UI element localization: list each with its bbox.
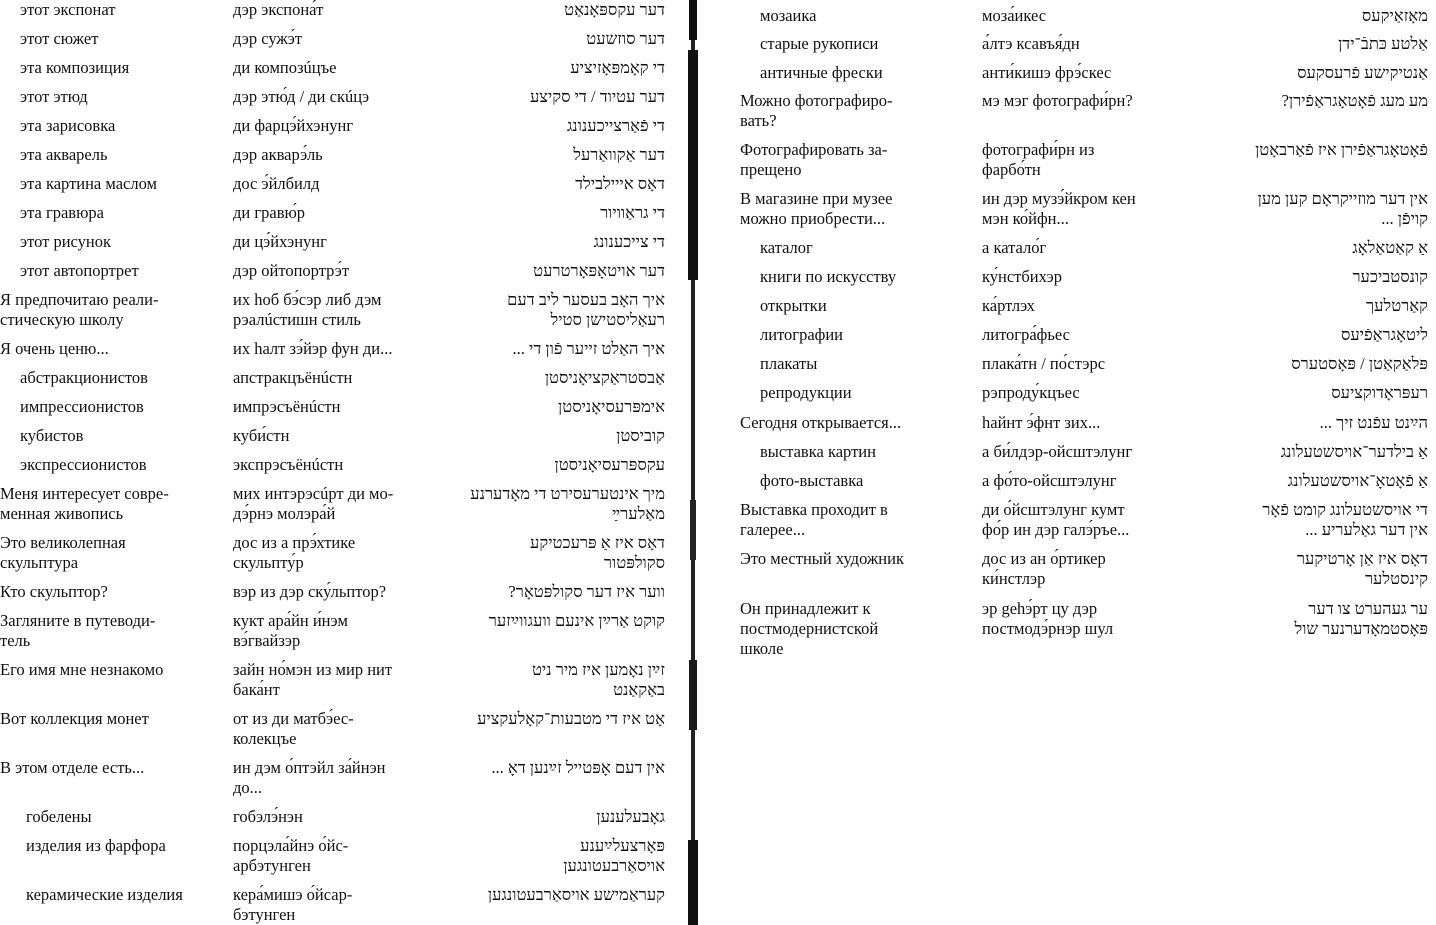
russian-phrase: керамические изделия (26, 885, 183, 904)
cyrillic-transliteration: экспрэсъёнúстн (233, 455, 344, 474)
cyrillic-transliteration: ка́ртлэх (982, 296, 1035, 315)
yiddish-phrase: דער אַקוואַרעל (573, 145, 665, 164)
russian-phrase: каталог (760, 238, 813, 257)
yiddish-phrase: די אויסשטעלונג קומט פֿאָר אין דער גאַלעריע ... (1262, 500, 1428, 539)
russian-phrase: фото-выставка (760, 471, 864, 490)
russian-phrase: экспрессионистов (20, 455, 147, 474)
yiddish-phrase: דאָס אייילבילד (575, 174, 665, 193)
yiddish-phrase: דער עטיוד / די סקיצע (529, 87, 665, 106)
yiddish-phrase: הײַנט עפֿנט זיך ... (1319, 413, 1428, 432)
yiddish-phrase: אָט איז די מטבעות־קאָלעקציע (477, 709, 665, 728)
russian-phrase: В магазине при музее можно приобрести... (740, 189, 893, 228)
yiddish-phrase: די גראַוויור (600, 203, 665, 222)
cyrillic-transliteration: литогра́фьес (982, 325, 1070, 344)
russian-phrase: эта картина маслом (20, 174, 157, 193)
yiddish-phrase: קוקט אַרײַן אינעם וועגווײַזער (488, 611, 665, 630)
cyrillic-transliteration: плака́тн / по́стэрс (982, 354, 1106, 373)
russian-phrase: Это великолепная скульптура (0, 533, 126, 572)
yiddish-phrase: ליטאָגראַפֿיעס (1340, 325, 1428, 344)
russian-phrase: Фотографировать за- прещено (740, 140, 888, 179)
cyrillic-transliteration: анти́кишэ фрэ́скес (982, 63, 1112, 82)
yiddish-phrase: קעראַמישע אויסאַרבעטונגען (487, 885, 665, 904)
russian-phrase: абстракционистов (20, 368, 148, 387)
russian-phrase: Выставка проходит в галерее... (740, 500, 888, 539)
cyrillic-transliteration: моза́икес (982, 6, 1047, 25)
russian-phrase: Меня интересует совре- менная живопись (0, 484, 169, 523)
cyrillic-transliteration: дос из а прэ́хтике скульпту́р (233, 533, 356, 572)
russian-phrase: эта композиция (20, 58, 130, 77)
cyrillic-transliteration: их hалт зэ́йэр фун ди... (233, 339, 393, 358)
cyrillic-transliteration: мэ мэг фотографи́рн? (982, 91, 1133, 110)
russian-phrase: репродукции (760, 383, 852, 402)
cyrillic-transliteration: гобэлэ́нэн (233, 807, 303, 826)
cyrillic-transliteration: дэр этю́д / ди скúцэ (233, 87, 370, 106)
cyrillic-transliteration: дэр экспона́т (233, 0, 324, 19)
russian-phrase: Я очень ценю... (0, 339, 109, 358)
russian-phrase: Кто скульптор? (0, 582, 108, 601)
yiddish-phrase: איך האַלט זייער פֿון די ... (512, 339, 665, 358)
yiddish-phrase: מיך אינטערעסירט די מאָדערנע מאַלערײַ (470, 484, 665, 523)
cyrillic-transliteration: ди о́йсштэлунг кумт фо́р ин дэр галэ́ръе... (982, 500, 1130, 539)
russian-phrase: мозаика (760, 6, 817, 25)
yiddish-phrase: גאָבעלענען (596, 807, 665, 826)
yiddish-phrase: דער אויטאָפּאָרטרעט (533, 261, 665, 280)
yiddish-phrase: אין דער מוזייקראָם קען מען קויפֿן ... (1257, 189, 1428, 228)
cyrillic-transliteration: а катало́г (982, 238, 1047, 257)
cyrillic-transliteration: ди фарцэ́йхэнунг (233, 116, 354, 135)
russian-phrase: старые рукописи (760, 34, 879, 53)
russian-phrase: изделия из фарфора (26, 836, 166, 855)
yiddish-phrase: די פֿאַרצייכענונג (566, 116, 665, 135)
yiddish-phrase: דאָס איז אַ פּרעכטיקע סקולפּטור (530, 533, 665, 572)
cyrillic-transliteration: дэр акварэ́ль (233, 145, 323, 164)
cyrillic-transliteration: фотографи́рн из фарбо́тн (982, 140, 1095, 179)
russian-phrase: книги по искусству (760, 267, 897, 286)
russian-phrase: открытки (760, 296, 827, 315)
russian-phrase: литографии (760, 325, 843, 344)
yiddish-phrase: פּאָרצעלײַענע אויסאַרבעטונגען (563, 836, 665, 875)
russian-phrase: Можно фотографиро- вать? (740, 91, 893, 130)
russian-phrase: эта зарисовка (20, 116, 116, 135)
russian-phrase: эта гравюра (20, 203, 104, 222)
yiddish-phrase: אַ בילדער־אויסשטעלונג (1280, 442, 1428, 461)
yiddish-phrase: מע מעג פֿאָטאָגראַפֿירן? (1281, 91, 1428, 110)
russian-phrase: гобелены (26, 807, 92, 826)
yiddish-phrase: די צייכענונג (593, 232, 665, 251)
yiddish-phrase: פֿאָטאָגראַפֿירן איז פֿאַרבאָטן (1255, 140, 1428, 159)
cyrillic-transliteration: дэр ойтопортрэ́т (233, 261, 350, 280)
russian-phrase: Он принадлежит к постмодернистской школе (740, 599, 879, 658)
cyrillic-transliteration: а́лтэ ксавъя́дн (982, 34, 1080, 53)
russian-phrase: Загляните в путеводи- тель (0, 611, 156, 650)
cyrillic-transliteration: дос э́йлбилд (233, 174, 320, 193)
russian-phrase: В этом отделе есть... (0, 758, 145, 777)
cyrillic-transliteration: дэр сужэ́т (233, 29, 303, 48)
cyrillic-transliteration: куби́стн (233, 426, 290, 445)
cyrillic-transliteration: рэпроду́кцъес (982, 383, 1080, 402)
russian-phrase: античные фрески (760, 63, 883, 82)
cyrillic-transliteration: ди гравю́р (233, 203, 306, 222)
yiddish-phrase: ער געהערט צו דער פּאָסטמאָדערנער שול (1294, 599, 1428, 638)
yiddish-phrase: די קאָמפּאָזיציע (570, 58, 665, 77)
cyrillic-transliteration: а би́лдэр-ойсштэлунг (982, 442, 1133, 461)
yiddish-phrase: עקספּרעסיאָניסטן (554, 455, 665, 474)
cyrillic-transliteration: зайн но́мэн из мир нит бака́нт (233, 660, 393, 699)
cyrillic-transliteration: hайнт э́фнт зих... (982, 413, 1101, 432)
yiddish-phrase: מאָזאַיקעס (1361, 6, 1428, 25)
yiddish-phrase: אימפּרעסיאָניסטן (558, 397, 665, 416)
cyrillic-transliteration: кукт ара́йн и́нэм вэ́гвайзэр (233, 611, 348, 650)
cyrillic-transliteration: ин дэр музэ́йкром кен мэн ко́йфн... (982, 189, 1136, 228)
yiddish-phrase: דער סוזשעט (586, 29, 665, 48)
yiddish-phrase: איך האָב בעסער ליב דעם רעאַליסטישן סטיל (507, 290, 665, 329)
cyrillic-transliteration: вэр из дэр ску́льптор? (233, 582, 387, 601)
cyrillic-transliteration: дос из ан о́ртикер ки́нстлэр (982, 549, 1106, 588)
cyrillic-transliteration: а фо́то-ойсштэлунг (982, 471, 1117, 490)
russian-phrase: импрессионистов (20, 397, 144, 416)
russian-phrase: Я предпочитаю реали- стическую школу (0, 290, 159, 329)
cyrillic-transliteration: ди цэ́йхэнунг (233, 232, 327, 251)
cyrillic-transliteration: эр gehэ́рт цу дэр постмодэ́рнэр шул (982, 599, 1114, 638)
yiddish-phrase: אַלטע כּתבֿ־ידן (1338, 34, 1428, 53)
russian-phrase: Это местный художник (740, 549, 904, 568)
russian-phrase: этот экспонат (20, 0, 116, 19)
yiddish-phrase: ווער איז דער סקולפּטאָר? (508, 582, 665, 601)
russian-phrase: этот этюд (20, 87, 88, 106)
yiddish-phrase: קונסטביכער (1352, 267, 1428, 286)
cyrillic-transliteration: ди композúцъе (233, 58, 337, 77)
russian-phrase: этот сюжет (20, 29, 99, 48)
russian-phrase: этот рисунок (20, 232, 111, 251)
yiddish-phrase: אַ פֿאָטאָ־אויסשטעלונג (1287, 471, 1428, 490)
cyrillic-transliteration: их hоб бэ́сэр либ дэм рэалúстишн стиль (233, 290, 382, 329)
cyrillic-transliteration: апстракцъёнúстн (233, 368, 353, 387)
cyrillic-transliteration: ку́нстбихэр (982, 267, 1062, 286)
yiddish-phrase: רעפּראָדוקציעס (1331, 383, 1428, 402)
russian-phrase: Его имя мне незнакомо (0, 660, 164, 679)
russian-phrase: выставка картин (760, 442, 876, 461)
cyrillic-transliteration: мих интэрэсúрт ди мо- дэ́рнэ молэра́й (233, 484, 394, 523)
russian-phrase: Вот коллекция монет (0, 709, 149, 728)
cyrillic-transliteration: ин дэм о́птэйл за́йнэн до... (233, 758, 386, 797)
yiddish-phrase: אַנטיקישע פֿרעסקעס (1297, 63, 1428, 82)
yiddish-phrase: דער עקספּאָנאַט (564, 0, 665, 19)
russian-phrase: кубистов (20, 426, 84, 445)
cyrillic-transliteration: кера́мишэ о́йсар- бэтунген (233, 885, 353, 924)
book-spine-shadow (686, 0, 700, 925)
cyrillic-transliteration: импрэсъёнúстн (233, 397, 341, 416)
yiddish-phrase: דאָס איז אַן אָרטיקער קינסטלער (1296, 549, 1428, 588)
left-page (0, 0, 690, 925)
russian-phrase: эта акварель (20, 145, 108, 164)
yiddish-phrase: פּלאַקאַטן / פּאָסטערס (1291, 354, 1428, 373)
russian-phrase: плакаты (760, 354, 818, 373)
cyrillic-transliteration: порцэла́йнэ о́йс- арбэтунген (233, 836, 349, 875)
yiddish-phrase: אַ קאַטאַלאָג (1352, 238, 1428, 257)
right-page (740, 0, 1436, 925)
yiddish-phrase: אין דעם אָפּטייל זײַנען דאָ ... (491, 758, 665, 777)
russian-phrase: Сегодня открывается... (740, 413, 902, 432)
yiddish-phrase: אַבסטראַקציאָניסטן (544, 368, 665, 387)
cyrillic-transliteration: от из ди матбэ́ес- колекцъе (233, 709, 354, 748)
yiddish-phrase: קאַרטלעך (1366, 296, 1428, 315)
russian-phrase: этот автопортрет (20, 261, 139, 280)
yiddish-phrase: זײַן נאָמען איז מיר ניט באַקאַנט (531, 660, 665, 699)
yiddish-phrase: קוביסטן (616, 426, 665, 445)
